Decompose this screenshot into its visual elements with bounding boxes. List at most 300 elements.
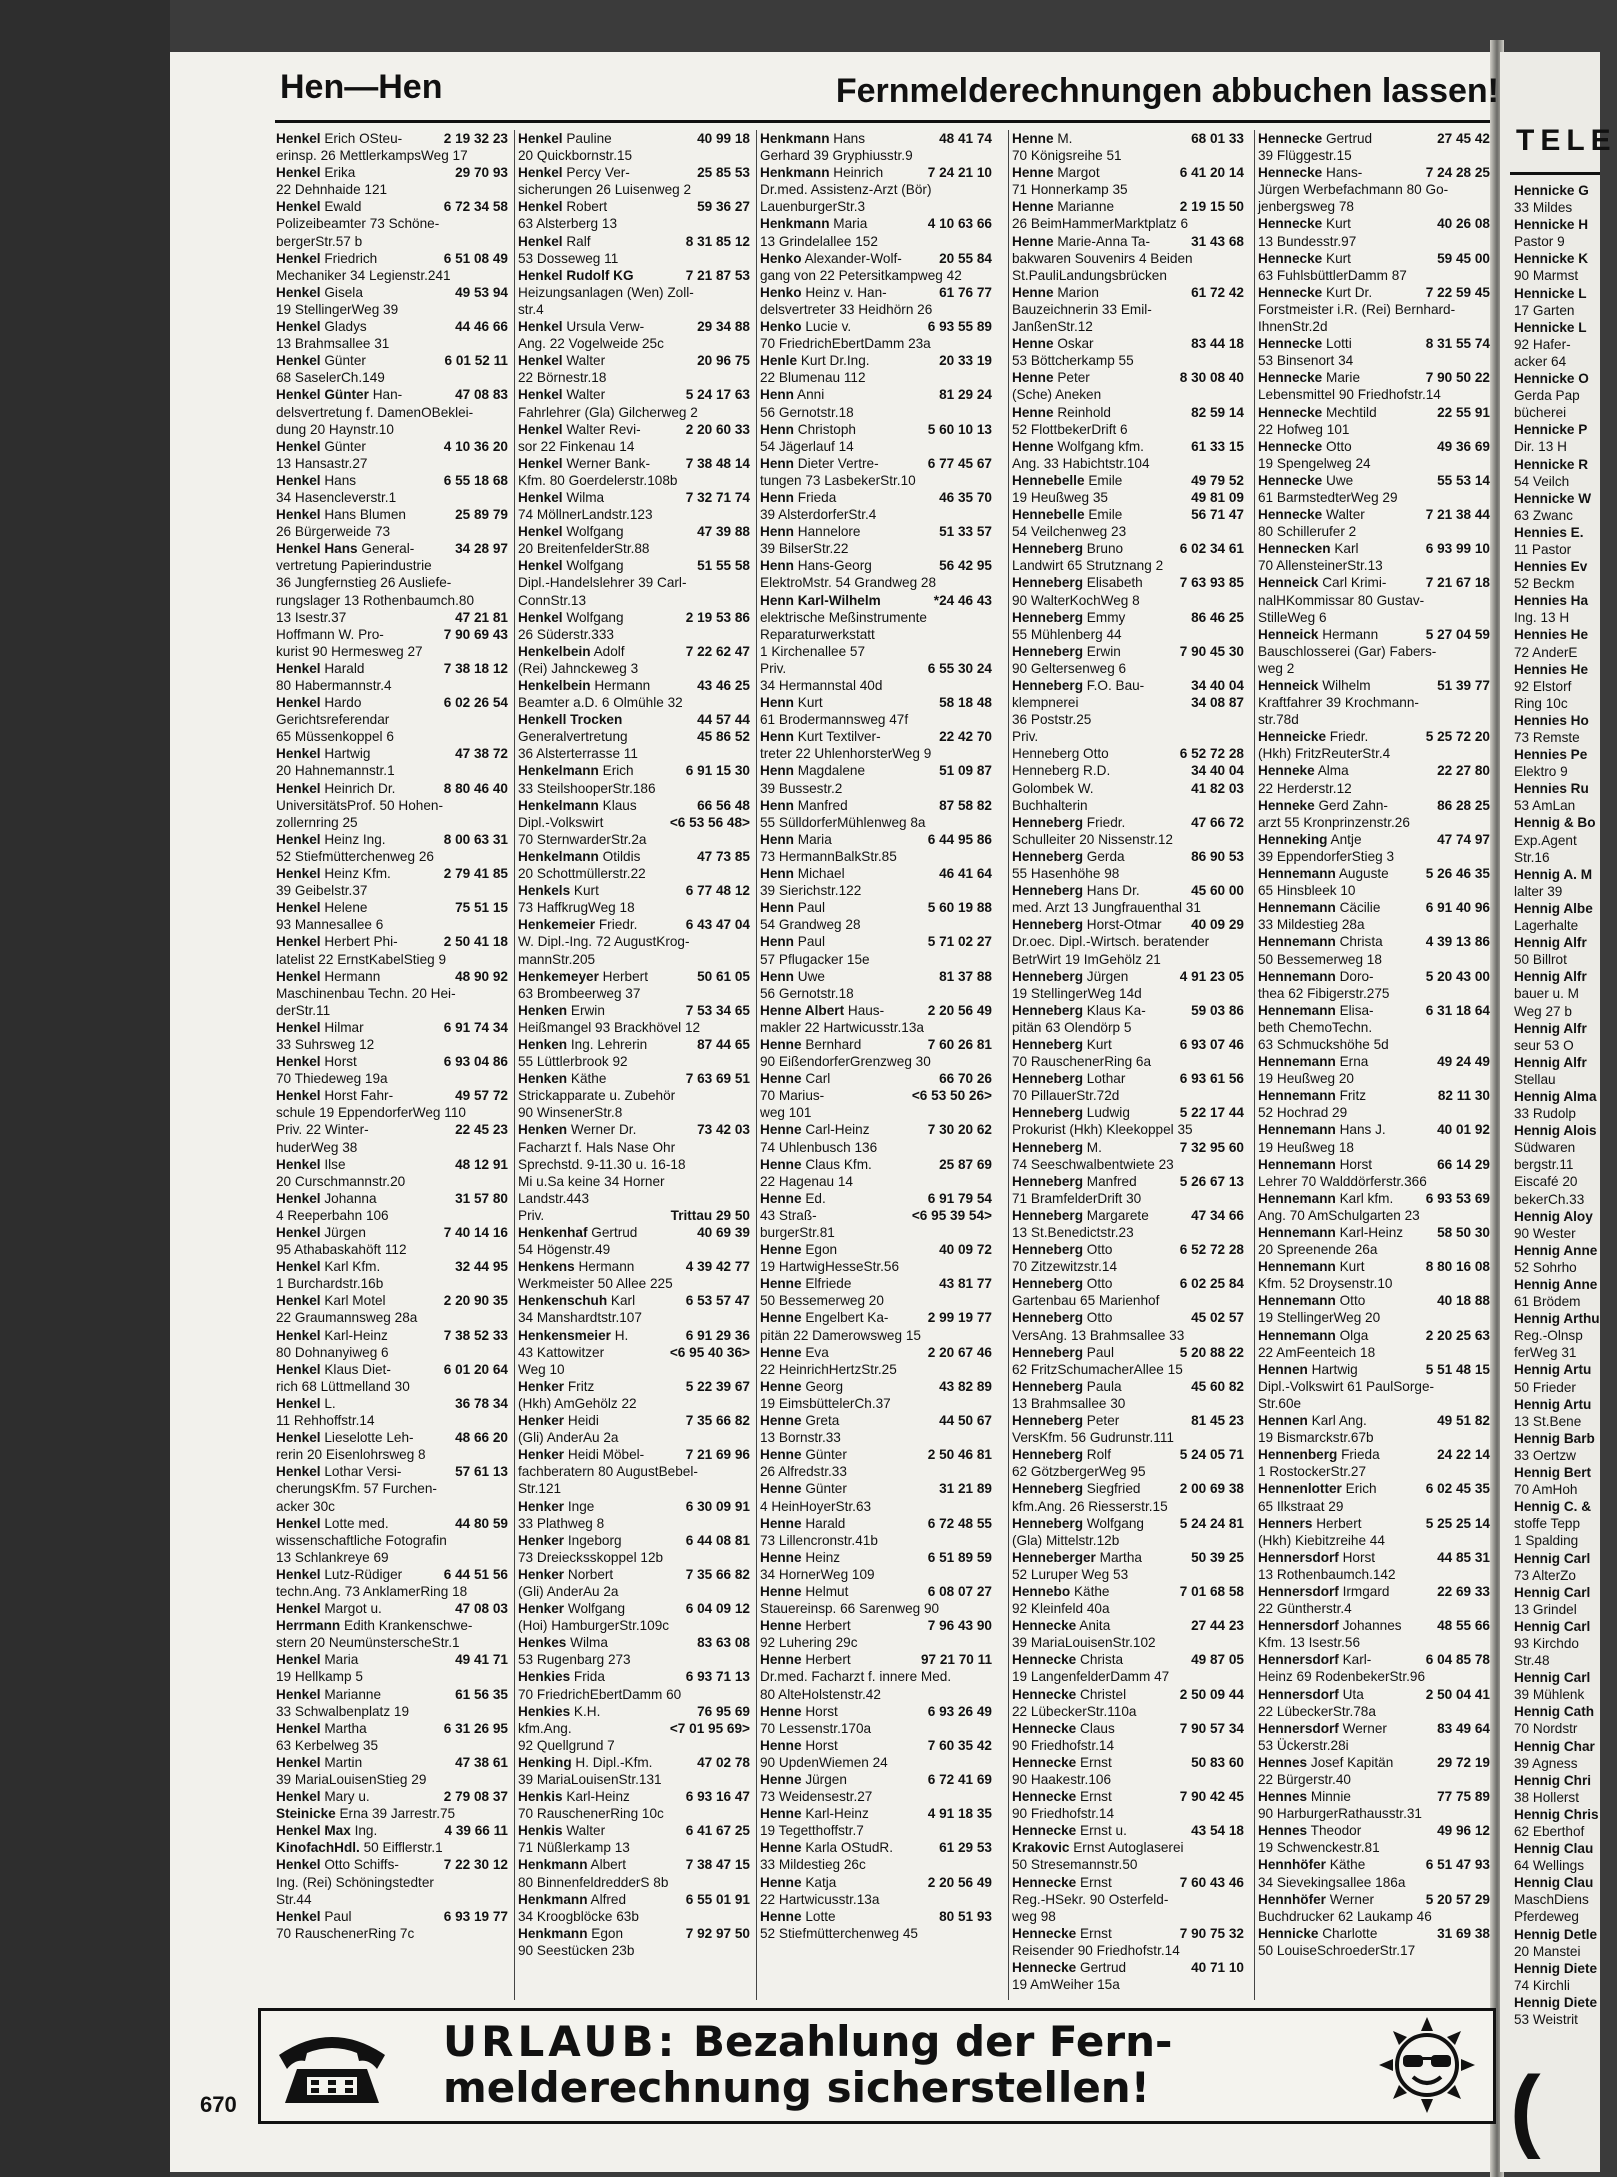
listing-detail: Hartwig [1311,1361,1358,1377]
listing-detail: Dipl.-Volkswirt 61 PaulSorge- [1258,1378,1435,1394]
next-page-snippet: Hennies He [1514,661,1589,677]
listing-detail: Ewald [324,199,362,215]
surname: Henkel [276,1361,321,1377]
listing-line [518,728,750,745]
listing-line [1012,557,1244,574]
listing-detail: H. [614,1327,629,1343]
listing-detail: Gladys [324,319,367,335]
phone-number: 40 09 72 [939,1242,992,1258]
listing-detail: Karl kfm. [1339,1190,1394,1206]
listing-detail: L. [324,1395,336,1411]
listing-detail: Bauzeichnerin 33 Emil- [1012,301,1152,317]
phone-number: 4 39 42 77 [685,1259,750,1275]
listing-line [1012,1942,1244,1959]
listing-line [760,1292,992,1309]
listing-detail: Horst [1339,1156,1373,1172]
listing-line [760,677,992,694]
surname: Henneberg [1012,1310,1084,1326]
next-page-paren: ( [1510,2058,1541,2160]
listing-line [276,951,508,968]
next-page-snippet: Hennig Cath [1514,1704,1595,1720]
listing-detail: 50 Stresemannstr.50 [1012,1857,1138,1873]
listing-detail: Margot u. [324,1601,382,1617]
listing-detail: Werner Dr. [570,1122,637,1138]
listing-detail: Lutz-Rüdiger [324,1566,403,1582]
listing-detail: 73 HermannBalkStr.85 [760,848,897,864]
surname: Henneick [1258,575,1319,591]
surname: Henkmann [518,1857,588,1873]
phone-number: 5 20 57 29 [1425,1891,1490,1907]
listing-detail: Cäcilie [1339,900,1381,916]
listing-detail: zollernring 25 [276,814,358,830]
listing-line [760,1498,992,1515]
listing-detail: Katja [805,1874,837,1890]
listing-column-5 [1258,130,1490,2000]
surname: Henkel [276,1156,321,1172]
listing-line [518,1634,750,1651]
next-page-snippet: 52 Sohrho [1514,1259,1577,1275]
next-page-snippet: Hennig Clau [1514,1841,1594,1857]
listing-line [1258,643,1490,660]
listing-detail: Priv. [1012,729,1039,745]
listing-detail: LauenburgerStr.3 [760,199,866,215]
listing-line [276,557,508,574]
listing-line [760,1925,992,1942]
listing-detail: Erika [324,165,356,181]
listing-line [1012,831,1244,848]
listing-line [1012,814,1244,831]
phone-number: 6 93 55 89 [927,319,992,335]
listing-detail: pitän 22 Damerowsweg 15 [760,1327,921,1343]
listing-detail: 52 Hochrad 29 [1258,1105,1348,1121]
listing-detail: 92 Kleinfeld 40a [1012,1601,1110,1617]
phone-number: 4 91 23 05 [1179,968,1244,984]
phone-number: 6 43 47 04 [685,917,750,933]
next-page-snippet: Str.48 [1514,1653,1550,1669]
listing-line [276,1053,508,1070]
listing-line [276,1429,508,1446]
listing-line [276,1822,508,1839]
phone-number: Trittau 29 50 [670,1207,750,1223]
listing-detail: 80 Habermannstr.4 [276,678,392,693]
listing-line [1012,848,1244,865]
listing-line [518,1651,750,1668]
listing-line [1258,916,1490,933]
surname: Henneberg [1012,1071,1084,1087]
surname: Henkel [276,1259,321,1275]
listing-line [276,728,508,745]
listing-detail: 70 FriedrichEbertDamm 60 [518,1686,682,1702]
phone-number: 56 42 95 [939,558,992,574]
surname: Henkel [276,507,321,523]
listing-line [1258,899,1490,916]
listing-line [518,1190,750,1207]
listing-line [276,1275,508,1292]
page-header-slogan: Fernmelderechnungen abbuchen lassen! [835,72,1499,110]
listing-line [276,267,508,284]
listing-line [518,1121,750,1138]
listing-detail: 50 Bessemerweg 20 [760,1293,884,1309]
listing-line [276,404,508,421]
surname: Henne [760,1036,802,1052]
phone-number: 7 21 69 96 [685,1447,750,1463]
listing-line [760,1309,992,1326]
listing-line [1258,1087,1490,1104]
listing-detail: Priv. 22 Winter- [276,1122,369,1138]
next-page-snippet: bekerCh.33 [1514,1191,1585,1207]
listing-detail: beth ChemoTechn. [1258,1019,1373,1035]
surname: Henneick [1258,626,1319,642]
surname: Henko [760,319,802,335]
listing-line [276,369,508,386]
surname: Henkel [276,1293,321,1309]
listing-detail: Hilmar [324,1019,364,1035]
listing-line [1012,1395,1244,1412]
phone-number: 8 80 16 08 [1425,1259,1490,1275]
listing-detail: Lothar [1086,1071,1126,1087]
listing-detail: Werner Bank- [566,455,650,471]
phone-number: 45 60 00 [1191,883,1244,899]
listing-detail: huderWeg 38 [276,1139,358,1155]
listing-line [760,1891,992,1908]
listing-detail: Ursula Verw- [566,319,645,335]
listing-line [276,1771,508,1788]
surname: Henne [760,1703,802,1719]
listing-line [276,1856,508,1873]
surname: Hennhöfer [1258,1857,1326,1873]
surname: Henkis [518,1789,563,1805]
listing-line [518,1036,750,1053]
phone-number: 5 71 02 27 [927,934,992,950]
listing-detail: Hans J. [1339,1122,1386,1138]
listing-line [760,233,992,250]
listing-detail: Paul [797,900,825,916]
banner-text [443,2019,1172,2111]
listing-detail: 74 MöllnerLandstr.123 [518,507,653,523]
banner-line-1: Bezahlung der Fern- [692,2017,1173,2066]
surname: Henne [760,1122,802,1138]
phone-number: 4 91 18 35 [927,1806,992,1822]
listing-detail: Herbert Phi- [324,934,398,950]
listing-detail: 50 Eifflerstr.1 [363,1840,443,1856]
listing-detail: klempnerei [1012,695,1079,711]
listing-line [760,1908,992,1925]
listing-detail: 19 Heußweg 20 [1258,1071,1354,1087]
listing-line [518,1686,750,1703]
listing-detail: (Sche) Aneken [1012,387,1102,403]
listing-detail: St.PauliLandungsbrücken [1012,267,1167,283]
surname: Hennecke [1012,1960,1077,1976]
listing-line [518,215,750,232]
listing-line [1258,1617,1490,1634]
surname: Henn [760,831,794,847]
listing-detail: Maschinenbau Techn. 20 Hei- [276,985,456,1001]
listing-line [1258,797,1490,814]
listing-detail: Marianne [324,1686,382,1702]
listing-line [1012,1361,1244,1378]
listing-line [276,1327,508,1344]
listing-detail: Kurt Textilver- [797,729,881,745]
listing-line [760,1822,992,1839]
listing-line [1012,694,1244,711]
next-page-snippet: 63 Zwanc [1514,507,1573,523]
listing-detail: 54 Veilchenweg 23 [1012,524,1127,540]
surname: KinofachHdl. [276,1840,360,1856]
listing-line [1012,762,1244,779]
listing-line [518,1874,750,1891]
listing-line [518,1019,750,1036]
listing-detail: 39 Geibelstr.37 [276,883,368,899]
listing-line [760,643,992,660]
phone-number: 7 35 66 82 [685,1413,750,1429]
surname: Henkensmeier [518,1327,611,1343]
next-page-snippet: Hennicke H [1514,217,1589,233]
phone-number: 5 22 39 67 [685,1378,750,1394]
surname: Henkel [276,1789,321,1805]
phone-number: 5 20 88 22 [1179,1344,1244,1360]
next-page-snippet: Hennies Ev [1514,559,1588,575]
listing-line [276,1686,508,1703]
listing-line [518,1754,750,1771]
surname: Herrmann [276,1618,341,1634]
listing-line [760,540,992,557]
listing-detail: IhnenStr.2d [1258,319,1328,335]
next-page-snippet: Hennig Bert [1514,1465,1592,1481]
surname: Krakovic [1012,1840,1070,1856]
listing-detail: Wolfgang [566,609,624,625]
listing-line [518,1856,750,1873]
listing-line [1012,951,1244,968]
surname: Hennen [1258,1413,1308,1429]
listing-detail: 1 Burchardstr.16b [276,1276,384,1292]
phone-number: 2 19 32 23 [443,131,508,146]
listing-detail: Anita [1079,1618,1111,1634]
listing-column-2 [518,130,750,2000]
phone-number: 5 24 24 81 [1179,1515,1244,1531]
listing-detail: 73 Dreiecksskoppel 12b [518,1549,664,1565]
listing-line [518,284,750,301]
listing-detail: 63 FuhlsbüttlerDamm 87 [1258,267,1407,283]
listing-column-1 [276,130,508,2000]
listing-detail: Horst Fahr- [324,1088,394,1104]
next-page-snippet: Hennicke G [1514,183,1589,198]
listing-detail: 90 EißendorferGrenzweg 30 [760,1054,931,1070]
listing-line [1012,1959,1244,1976]
next-page-snippet: 73 Remste [1514,730,1580,745]
listing-line [1258,455,1490,472]
listing-detail: 39 MariaLouisenStr.131 [518,1772,662,1787]
listing-detail: M. [1086,1139,1102,1155]
phone-number: 6 02 25 84 [1179,1276,1244,1292]
listing-detail: Egon [591,1925,624,1941]
phone-number: 48 41 74 [939,131,992,146]
surname: Henne [760,1071,802,1087]
listing-line [1258,1412,1490,1429]
surname: Henkis [518,1823,563,1839]
listing-detail: Wilma [566,489,605,505]
next-page-snippet: 90 Wester [1514,1225,1576,1241]
listing-line [1012,1463,1244,1480]
listing-detail: Gerd Zahn- [1318,797,1388,813]
listing-detail: Percy Ver- [566,165,630,181]
surname: Henn [760,866,794,882]
listing-line [760,1839,992,1856]
next-page-snippet: 73 AlterZo [1514,1567,1576,1583]
listing-detail: Antje [1330,831,1362,847]
listing-detail: Ang. 22 Vogelweide 25c [518,336,664,352]
phone-number: 7 38 52 33 [443,1327,508,1343]
listing-line [276,865,508,882]
listing-line [518,472,750,489]
listing-line [760,1241,992,1258]
listing-line [1258,1771,1490,1788]
next-page-snippet: Weg 27 b [1514,1003,1572,1019]
phone-number: 6 04 09 12 [685,1601,750,1617]
listing-line [1258,1651,1490,1668]
listing-line [276,916,508,933]
listing-detail: vertretung Papierindustrie [276,558,432,574]
next-page-snippet: 38 Hollerst [1514,1789,1579,1805]
listing-line [518,1703,750,1720]
surname: Henkel Rudolf KG [518,267,634,283]
surname: Henkel [276,1225,321,1240]
listing-line [1258,1173,1490,1190]
listing-detail: Str.121 [518,1481,562,1497]
listing-line [1012,1292,1244,1309]
phone-number: 47 39 88 [697,524,750,540]
surname: Hennemann [1258,1327,1336,1343]
listing-detail: Herbert [805,1618,851,1634]
listing-line [276,1737,508,1754]
phone-number: 61 76 77 [939,284,992,300]
phone-number: 5 51 48 15 [1425,1361,1490,1377]
listing-detail: Jürgen Werbefachmann 80 Go- [1258,182,1449,198]
phone-number: 97 21 70 11 [920,1652,992,1668]
listing-detail: 80 BinnenfeldredderS 8b [518,1874,669,1890]
next-page-snippet: Hennig Diete [1514,1960,1598,1976]
listing-line [1012,386,1244,403]
listing-line [1012,1754,1244,1771]
listing-line [760,455,992,472]
surname: Henne [760,1190,802,1206]
listing-line [1012,1617,1244,1634]
next-page-snippet: 70 AmHoh [1514,1482,1578,1498]
surname: Henkelmann [518,797,599,813]
phone-number: 34 28 97 [455,541,508,557]
listing-detail: 19 Heußweg 18 [1258,1139,1354,1155]
surname: Henneberg [1012,541,1084,557]
next-page-snippet: Hennig Diete [1514,1994,1598,2010]
phone-number: 6 31 18 64 [1425,1002,1490,1018]
surname: Hennemann [1258,1225,1336,1240]
surname: Hennemann [1258,866,1336,882]
phone-number: 66 14 29 [1437,1156,1490,1172]
listing-line [760,1070,992,1087]
listing-detail: schule 19 EppendorferWeg 110 [276,1105,466,1121]
phone-number: 2 20 60 33 [685,421,750,437]
surname: Henker [518,1601,565,1617]
listing-detail: 20 Spreenende 26a [1258,1242,1378,1258]
listing-detail: 90 Geltersenweg 6 [1012,660,1127,676]
listing-line [1258,882,1490,899]
listing-line [276,1617,508,1634]
listing-detail: 70 SternwarderStr.2a [518,831,647,847]
listing-line [760,660,992,677]
listing-detail: Lotte med. [324,1515,389,1531]
phone-number: 6 44 08 81 [685,1532,750,1548]
surname: Henn [760,968,794,984]
listing-line [518,1087,750,1104]
listing-detail: Ludwig [1086,1105,1130,1121]
surname: Henkel Max [276,1823,351,1839]
listing-line [518,1480,750,1497]
surname: Hennecke [1258,131,1323,146]
phone-number: 2 50 04 41 [1425,1686,1490,1702]
next-page-snippet: Hennig Carl [1514,1584,1591,1600]
listing-line [1012,1600,1244,1617]
next-page-snippet: Hennig & Bo [1514,815,1596,831]
surname: Henneberg [1012,1207,1084,1223]
listing-line [1258,814,1490,831]
phone-number: 7 63 93 85 [1179,575,1244,591]
listing-detail: 39 MariaLouisenStr.102 [1012,1635,1156,1651]
surname: Henkel [518,199,563,215]
phone-number: 27 45 42 [1437,131,1490,146]
listing-detail: 70 FriedrichEbertDamm 23a [760,336,931,352]
phone-number: 2 20 90 35 [443,1293,508,1309]
listing-line [1012,626,1244,643]
listing-line [1012,1686,1244,1703]
phone-number: 76 95 69 [697,1703,750,1719]
next-page-snippet: Hennicke K [1514,251,1589,267]
listing-detail: nalHKommissar 80 Gustav- [1258,592,1425,608]
listing-line [1258,267,1490,284]
listing-line [518,1737,750,1754]
listing-detail: Maria [324,1652,359,1668]
listing-detail: Erich OSteu- [324,131,403,146]
listing-detail: Heißmangel 93 Brackhövel 12 [518,1019,701,1035]
listing-line [276,250,508,267]
phone-number: 86 28 25 [1437,797,1490,813]
listing-detail: Priv. [760,660,787,676]
next-page-snippet: Hennies Ho [1514,712,1589,728]
listing-detail: 19 StellingerWeg 14d [1012,985,1142,1001]
listing-line [276,1412,508,1429]
surname: Henkel [276,131,321,146]
surname: Henne [1012,370,1054,386]
listing-line [518,386,750,403]
surname: Henken [518,1036,568,1052]
surname: Henkmann [518,1925,588,1941]
listing-line [760,250,992,267]
listing-detail: Auguste [1338,866,1389,882]
surname: Henneberg [1012,1481,1084,1497]
listing-detail: Frieda [797,489,837,505]
listing-line [760,814,992,831]
phone-number: 6 02 34 61 [1179,541,1244,557]
surname: Henkies [518,1703,571,1719]
surname: Henkel [518,489,563,505]
listing-detail: Karl-Heinz [1339,1225,1404,1240]
surname: Henkel [276,695,321,711]
listing-detail: Fritz [1339,1088,1367,1104]
listing-detail: Frieda [1341,1447,1380,1463]
listing-line [1258,1668,1490,1685]
listing-line [1258,1891,1490,1908]
listing-detail: Johannes [1342,1618,1402,1634]
listing-detail: Alma [1317,763,1349,779]
listing-detail: Emile [1088,472,1123,488]
